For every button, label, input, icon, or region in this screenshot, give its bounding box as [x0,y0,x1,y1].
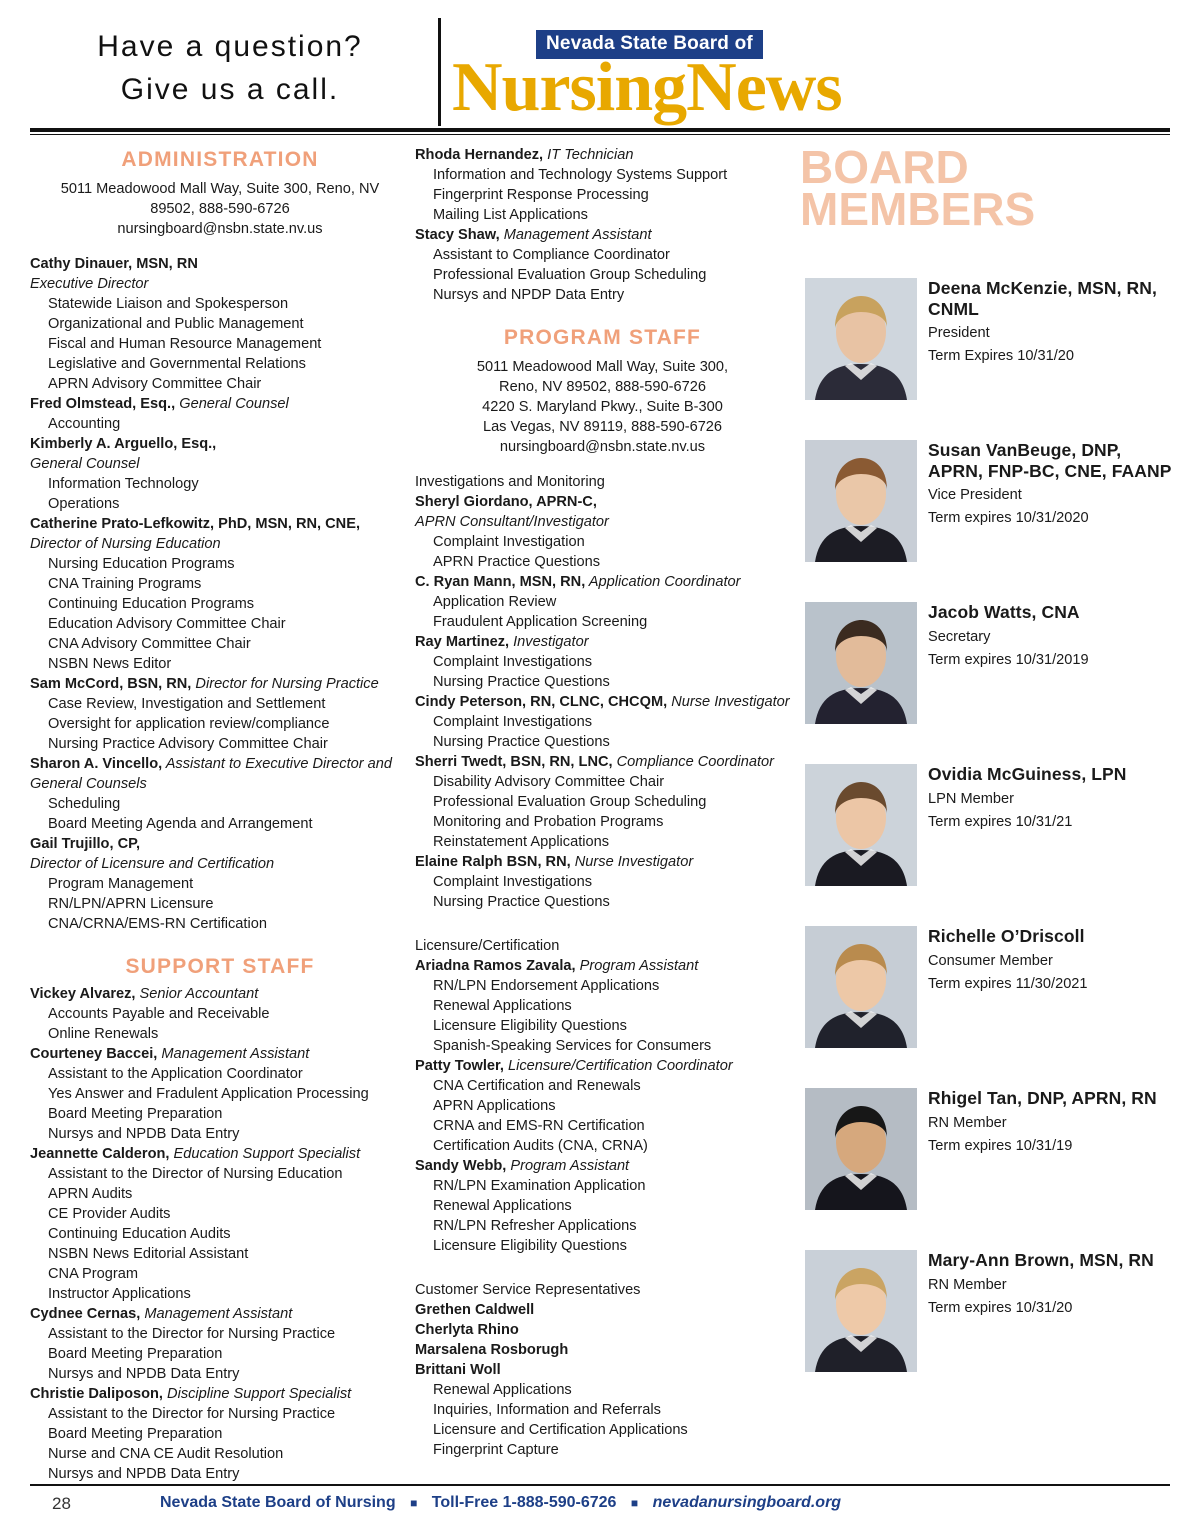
ovidia-mcguiness-photo [805,764,917,886]
board-member-entry [800,1088,1180,1250]
customer-service-rep-name: Cherlyta Rhino [415,1321,519,1338]
staff-name-title [30,515,410,555]
staff-title: Director for Nursing Practice [191,675,379,692]
board-member-name: Susan VanBeuge, DNP, APRN, FNP-BC, CNE, FAANP [928,440,1172,481]
staff-entry [415,1157,790,1257]
staff-duty-item: Assistant to the Director for Nursing Practice [48,1326,336,1343]
staff-name-title [30,755,410,795]
administration-heading: ADMINISTRATION [121,148,319,171]
staff-title: Senior Accountant [135,986,259,1003]
staff-name-title [30,835,410,875]
staff-entry [30,515,410,675]
staff-duty-item: Complaint Investigation [433,534,585,551]
staff-duty-item: Spanish-Speaking Services for Consumers [433,1037,712,1054]
customer-service-rep-name: Marsalena Rosborugh [415,1341,569,1358]
mary-ann-brown-photo [805,1250,917,1372]
administration-email[interactable]: nursingboard@nsbn.state.nv.us [117,221,323,238]
staff-name: Sam McCord, BSN, RN, [30,675,192,692]
staff-duties-list [30,1165,410,1305]
staff-duty-item: Education Advisory Committee Chair [48,615,286,632]
staff-duty-item: Disability Advisory Committee Chair [433,774,665,791]
customer-service-duties-list [415,1381,790,1461]
staff-duty-item: Professional Evaluation Group Scheduling [433,266,707,283]
staff-duty-item: Information and Technology Systems Support [433,166,728,183]
board-member-term: Term expires 10/31/2019 [928,651,1089,668]
staff-duty-item: Complaint Investigations [433,714,592,731]
board-member-role: RN Member [928,1114,1007,1131]
staff-entry [30,1385,410,1485]
staff-duty-item: Board Meeting Preparation [48,1106,223,1123]
administration-address [30,179,410,239]
staff-duty-item: Legislative and Governmental Relations [48,356,306,373]
staff-duty-item: APRN Advisory Committee Chair [48,376,262,393]
staff-duties-list [30,1065,410,1145]
staff-name-title [415,853,790,873]
administration-people-list [30,255,410,934]
staff-entry [415,753,790,853]
staff-entry [415,693,790,753]
staff-entry [415,573,790,633]
staff-duty-item: Assistant to the Director of Nursing Education [48,1166,343,1183]
staff-name: Jeannette Calderon, [30,1146,170,1163]
staff-name-title [415,693,790,713]
staff-duties-list [415,593,790,633]
jacob-watts-photo [805,602,917,724]
board-member-term: Term expires 10/31/2020 [928,510,1089,527]
staff-duty-item: APRN Practice Questions [433,554,601,571]
rhigel-tan-photo [805,1088,917,1210]
board-member-entry [800,1250,1180,1412]
board-member-info [928,926,1178,992]
staff-duty-item: Fraudulent Application Screening [433,614,648,631]
staff-title: Management Assistant [157,1046,310,1063]
staff-name: Elaine Ralph BSN, RN, [415,853,571,870]
board-member-name: Rhigel Tan, DNP, APRN, RN [928,1088,1157,1108]
licensure-people-list [415,957,790,1257]
staff-duty-item: Complaint Investigations [433,873,592,890]
board-member-term: Term expires 10/31/21 [928,813,1073,830]
staff-entry [30,835,410,935]
staff-name: Sandy Webb, [415,1157,507,1174]
customer-service-duty-item: Fingerprint Capture [433,1441,559,1458]
staff-entry [30,1305,410,1385]
customer-service-heading: Customer Service Representatives [415,1281,641,1298]
board-member-role: RN Member [928,1276,1007,1293]
masthead-nursing-text: Nursing [452,49,687,126]
staff-duty-item: Program Management [48,875,194,892]
staff-name: Sherri Twedt, BSN, RN, LNC, [415,754,613,771]
support-staff-people-list [30,985,410,1485]
staff-duties-list [30,875,410,935]
staff-duty-item: Complaint Investigations [433,654,592,671]
staff-duty-item: Nursing Education Programs [48,555,235,572]
staff-entry [30,675,410,755]
staff-duty-item: Professional Evaluation Group Scheduling [433,794,707,811]
staff-duty-item: CNA/CRNA/EMS-RN Certification [48,915,267,932]
board-member-info [928,1250,1178,1316]
staff-title: Management Assistant [499,226,652,243]
staff-duty-item: Continuing Education Programs [48,595,255,612]
staff-duty-item: Application Review [433,594,557,611]
staff-duty-item: Nursing Practice Questions [433,734,610,751]
staff-duty-item: Monitoring and Probation Programs [433,814,664,830]
board-member-name: Richelle O’Driscoll [928,926,1085,946]
staff-duty-item: Nursing Practice Advisory Committee Chair [48,735,328,752]
header-question [30,26,430,111]
staff-entry [30,255,410,395]
masthead-wordmark [452,48,842,128]
staff-duty-item: Nursys and NPDB Data Entry [48,1466,240,1482]
staff-duty-item: Statewide Liaison and Spokesperson [48,296,289,313]
staff-title: Management Assistant [140,1306,293,1323]
staff-name-title [415,957,790,977]
board-member-role: Secretary [928,628,991,645]
board-member-term: Term expires 11/30/2021 [928,975,1088,992]
footer-square-separator-2: ■ [630,1495,639,1510]
staff-name-title [30,435,410,475]
staff-entry [30,395,410,435]
staff-duties-list [415,166,790,226]
staff-duty-item: Yes Answer and Fradulent Application Processing [48,1086,369,1103]
staff-name-title [415,493,790,533]
masthead [452,14,1172,124]
staff-duty-item: Instructor Applications [48,1286,191,1303]
board-member-info [928,764,1178,830]
staff-duty-item: Oversight for application review/compliance [48,715,330,732]
staff-duties-list [30,1005,410,1045]
board-member-role: President [928,325,990,342]
staff-duty-item: RN/LPN Refresher Applications [433,1217,637,1234]
staff-duty-item: Operations [48,495,120,512]
staff-entry [30,985,410,1045]
page-header [0,0,1200,132]
staff-name-title [30,985,410,1005]
staff-duty-item: APRN Audits [48,1186,133,1203]
staff-duty-item: NSBN News Editor [48,655,172,672]
staff-duty-item: Assistant to the Director for Nursing Practice [48,1406,336,1423]
staff-entry [30,1045,410,1145]
support-staff-continued-list [415,146,790,306]
staff-duty-item: CNA Advisory Committee Chair [48,635,251,652]
footer-url[interactable]: nevadanursingboard.org [652,1494,842,1511]
staff-name-title [415,1157,790,1177]
staff-name: Christie Daliposon, [30,1386,163,1403]
customer-service-duty-item: Licensure and Certification Applications [433,1421,688,1438]
program-staff-email[interactable]: nursingboard@nsbn.state.nv.us [499,439,706,456]
staff-name-title [415,226,790,246]
staff-name: Sharon A. Vincello, [30,755,163,772]
column-program-staff [415,146,790,1461]
staff-name-title [30,255,410,295]
staff-name: Vickey Alvarez, [30,986,136,1003]
staff-duty-item: Reinstatement Applications [433,833,610,850]
staff-name: Kimberly A. Arguello, Esq., [30,436,217,452]
staff-name-title [30,1385,410,1405]
customer-service-list [415,1301,790,1461]
staff-name: Catherine Prato-Lefkowitz, PhD, MSN, RN, CNE, [30,515,361,532]
customer-service-duty-item: Inquiries, Information and Referrals [433,1401,661,1418]
staff-duty-item: Continuing Education Audits [48,1226,231,1243]
page-footer [0,1484,1200,1524]
staff-title: IT Technician [543,147,634,163]
staff-title: Investigator [509,634,589,651]
staff-entry [415,146,790,226]
staff-name-title [415,1057,790,1077]
staff-name: Fred Olmstead, Esq., [30,396,176,413]
staff-title: Executive Director [30,276,149,293]
header-rule [30,128,1170,132]
customer-service-duty-item: Renewal Applications [433,1381,572,1398]
staff-duty-item: Board Meeting Agenda and Arrangement [48,815,313,832]
staff-name-title [30,1145,410,1165]
staff-entry [30,755,410,835]
staff-duty-item: Information Technology [48,475,199,492]
footer-org: Nevada State Board of Nursing [160,1494,396,1511]
staff-name: Courteney Baccei, [30,1046,158,1063]
staff-duty-item: CNA Certification and Renewals [433,1077,641,1094]
staff-title: Nurse Investigator [667,694,790,711]
staff-name: Cindy Peterson, RN, CLNC, CHCQM, [415,694,668,711]
staff-duty-item: CNA Training Programs [48,575,202,592]
staff-name: Stacy Shaw, [415,226,500,243]
staff-entry [415,853,790,913]
board-member-entry [800,440,1180,602]
customer-service-rep-name: Grethen Caldwell [415,1301,535,1318]
board-members-title [800,141,1180,236]
page-number: 28 [52,1494,71,1513]
staff-duty-item: RN/LPN Endorsement Applications [433,977,660,994]
masthead-news-text: News [686,49,842,126]
footer-phone: Toll-Free 1-888-590-6726 [431,1494,617,1511]
staff-duties-list [30,295,410,395]
support-staff-heading: SUPPORT STAFF [125,954,315,978]
investigations-group-heading: Investigations and Monitoring [415,474,605,491]
staff-duties-list [30,1325,410,1385]
board-member-name: Ovidia McGuiness, LPN [928,764,1127,784]
staff-entry [415,633,790,693]
staff-duty-item: Licensure Eligibility Questions [433,1237,627,1254]
investigations-people-list [415,493,790,913]
staff-name: Ray Martinez, [415,634,510,651]
staff-duty-item: RN/LPN Examination Application [433,1177,646,1194]
program-staff-address-line3: 4220 S. Maryland Pkwy., Suite B-300 [482,398,723,415]
staff-duties-list [30,695,410,755]
staff-duty-item: APRN Applications [433,1097,556,1114]
staff-duty-item: Nursing Practice Questions [433,674,610,691]
board-member-entry [800,926,1180,1088]
staff-name-title [415,146,790,166]
staff-title: Program Assistant [575,957,699,974]
board-members-list [800,278,1180,1412]
staff-duties-list [30,1405,410,1485]
staff-duty-item: Renewal Applications [433,1197,572,1214]
board-title-line1: BOARD [800,141,969,193]
staff-title: Director of Nursing Education [30,535,221,552]
staff-name-title [30,1045,410,1065]
staff-duties-list [30,415,410,435]
footer-square-separator-1: ■ [410,1495,418,1510]
staff-name: C. Ryan Mann, MSN, RN, [415,574,586,591]
staff-title: Discipline Support Specialist [162,1386,352,1403]
staff-name: Patty Towler, [415,1057,504,1074]
board-member-role: Consumer Member [928,952,1053,969]
staff-title: Program Assistant [506,1157,630,1174]
administration-address-line1: 5011 Meadowood Mall Way, Suite 300, Reno, NV [60,180,380,197]
staff-name: Rhoda Hernandez, [415,147,544,163]
richelle-odriscoll-photo [805,926,917,1048]
board-member-name: Jacob Watts, CNA [928,602,1080,622]
staff-title: Assistant to Executive Director and General Counsels [30,755,393,792]
staff-duty-item: NSBN News Editorial Assistant [48,1246,249,1263]
footer-rule [30,1484,1170,1486]
staff-duties-list [415,1077,790,1157]
staff-duty-item: Nursys and NPDP Data Entry [433,286,625,303]
susan-vanbeuge-photo [805,440,917,562]
staff-entry [415,957,790,1057]
administration-address-line2: 89502, 888-590-6726 [150,200,290,217]
program-staff-address [415,357,790,458]
staff-duty-item: Board Meeting Preparation [48,1346,223,1363]
staff-duty-item: Licensure Eligibility Questions [433,1017,627,1034]
staff-title: Licensure/Certification Coordinator [503,1057,733,1074]
staff-duty-item: Case Review, Investigation and Settlement [48,695,326,712]
staff-name: Ariadna Ramos Zavala, [415,957,576,974]
staff-title: Education Support Specialist [169,1146,361,1163]
header-question-line2: Give us a call. [120,72,340,106]
staff-duty-item: CE Provider Audits [48,1206,171,1223]
staff-name: Sheryl Giordano, APRN-C, [415,494,597,511]
board-member-name: Deena McKenzie, MSN, RN, CNML [928,278,1157,319]
board-member-entry [800,278,1180,440]
board-member-info [928,440,1178,526]
board-member-term: Term expires 10/31/19 [928,1137,1073,1154]
staff-duty-item: Nursys and NPDB Data Entry [48,1366,240,1383]
staff-duty-item: Nursys and NPDB Data Entry [48,1126,240,1143]
staff-duties-list [415,977,790,1057]
staff-duty-item: Organizational and Public Management [48,316,304,333]
board-member-name: Mary-Ann Brown, MSN, RN [928,1250,1154,1270]
staff-duties-list [415,246,790,306]
customer-service-rep-name: Brittani Woll [415,1361,501,1378]
staff-duty-item: Mailing List Applications [433,206,588,223]
board-member-term: Term expires 10/31/20 [928,1299,1073,1316]
board-title-line2: MEMBERS [800,183,1036,236]
staff-duty-item: Certification Audits (CNA, CRNA) [433,1137,648,1154]
staff-duties-list [415,533,790,573]
staff-duty-item: CNA Program [48,1266,139,1283]
staff-duty-item: Online Renewals [48,1026,159,1043]
staff-title: Director of Licensure and Certification [30,855,275,872]
program-staff-address-line4: Las Vegas, NV 89119, 888-590-6726 [482,419,723,436]
board-member-info [928,602,1178,668]
footer-content [160,1494,1090,1512]
staff-duties-list [30,795,410,835]
board-member-info [928,278,1178,364]
staff-title: General Counsel [175,396,289,413]
column-administration [30,146,410,1485]
staff-duty-item: Assistant to the Application Coordinator [48,1066,303,1083]
staff-name-title [415,633,790,653]
staff-name: Cathy Dinauer, MSN, RN [30,256,198,273]
staff-entry [415,493,790,573]
header-question-line1: Have a question? [97,30,363,63]
board-member-entry [800,764,1180,926]
staff-entry [30,1145,410,1305]
program-staff-address-line2: Reno, NV 89502, 888-590-6726 [499,378,706,395]
staff-name-title [415,573,790,593]
staff-entry [30,435,410,515]
board-member-term: Term Expires 10/31/20 [928,348,1075,365]
staff-entry [415,226,790,306]
staff-title: APRN Consultant/Investigator [415,514,609,531]
staff-title: Application Coordinator [585,574,741,591]
staff-duties-list [415,653,790,693]
staff-duty-item: Nursing Practice Questions [433,893,610,910]
staff-name-title [30,675,410,695]
staff-name: Gail Trujillo, CP, [30,835,141,852]
staff-title: Compliance Coordinator [612,754,775,771]
staff-duty-item: Nurse and CNA CE Audit Resolution [48,1446,284,1463]
program-staff-heading: PROGRAM STAFF [503,325,702,349]
staff-duty-item: Renewal Applications [433,997,572,1014]
staff-duties-list [30,555,410,675]
staff-duties-list [415,1177,790,1257]
header-rule-thin [30,134,1170,135]
staff-duty-item: Scheduling [48,795,121,812]
staff-name-title [30,1305,410,1325]
staff-duty-item: Assistant to Compliance Coordinator [433,246,670,263]
board-member-role: Vice President [928,487,1022,504]
deena-mckenzie-photo [805,278,917,400]
staff-name-title [30,395,410,415]
staff-duties-list [30,475,410,515]
staff-entry [415,1057,790,1157]
program-staff-address-line1: 5011 Meadowood Mall Way, Suite 300, [476,358,729,375]
staff-duties-list [415,873,790,913]
board-member-info [928,1088,1178,1154]
staff-duties-list [415,773,790,853]
licensure-group-heading: Licensure/Certification [415,937,560,954]
staff-duty-item: Accounts Payable and Receivable [48,1006,270,1023]
staff-name-title [415,753,790,773]
header-vertical-divider [438,18,441,126]
staff-duty-item: Fiscal and Human Resource Management [48,336,322,353]
staff-duties-list [415,713,790,753]
staff-duty-item: RN/LPN/APRN Licensure [48,895,214,912]
board-member-role: LPN Member [928,790,1014,807]
staff-title: General Counsel [30,455,140,472]
staff-duty-item: CRNA and EMS-RN Certification [433,1117,645,1134]
staff-duty-item: Board Meeting Preparation [48,1426,223,1443]
masthead-top-banner: Nevada State Board of [536,30,763,59]
staff-duty-item: Accounting [48,416,121,433]
staff-title: Nurse Investigator [570,853,694,870]
board-member-entry [800,602,1180,764]
staff-name: Cydnee Cernas, [30,1306,141,1323]
staff-duty-item: Fingerprint Response Processing [433,186,649,203]
